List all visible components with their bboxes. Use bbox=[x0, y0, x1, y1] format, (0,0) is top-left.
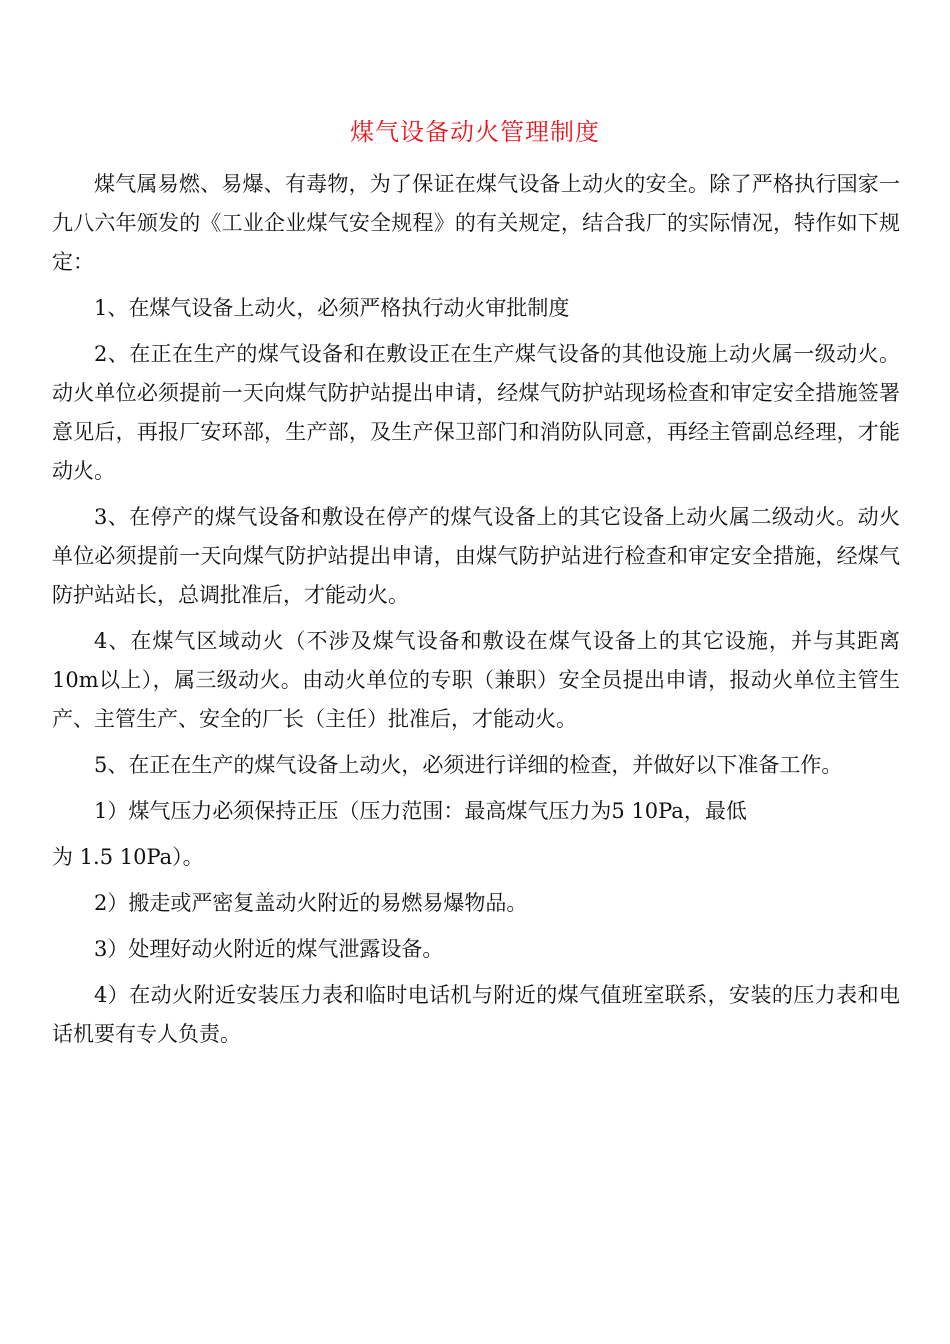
rule-2-paragraph: 2、在正在生产的煤气设备和在敷设正在生产煤气设备的其他设施上动火属一级动火。动火单位必须提前一天向煤气防护站提出申请，经煤气防护站现场检查和审定安全措施签署意见后，再报厂安环部，生产部，及生产保卫部门和消防队同意，再经主管副总经理，才能动火。 bbox=[52, 342, 900, 483]
rule-4-paragraph: 4、在煤气区域动火（不涉及煤气设备和敷设在煤气设备上的其它设施，并与其距离10m以上），属三级动火。由动火单位的专职（兼职）安全员提出申请，报动火单位主管生产、主管生产、安全的厂长（主任）批准后，才能动火。 bbox=[52, 629, 900, 731]
rule-1-paragraph: 1、在煤气设备上动火，必须严格执行动火审批制度 bbox=[94, 296, 570, 320]
sub-item-1-paragraph: 1）煤气压力必须保持正压（压力范围：最高煤气压力为5 10Pa，最低 bbox=[94, 799, 747, 823]
rule-5-paragraph: 5、在正在生产的煤气设备上动火，必须进行详细的检查，并做好以下准备工作。 bbox=[94, 753, 843, 777]
sub-item-1-continuation: 为 1.5 10Pa）。 bbox=[52, 845, 204, 869]
intro-paragraph: 煤气属易燃、易爆、有毒物，为了保证在煤气设备上动火的安全。除了严格执行国家一九八六年颁发的《工业企业煤气安全规程》的有关规定，结合我厂的实际情况，特作如下规定： bbox=[52, 172, 900, 274]
sub-item-4-paragraph: 4）在动火附近安装压力表和临时电话机与附近的煤气值班室联系，安装的压力表和电话机要有专人负责。 bbox=[52, 983, 900, 1046]
document-body bbox=[52, 165, 900, 1061]
sub-item-2-paragraph: 2）搬走或严密复盖动火附近的易燃易爆物品。 bbox=[94, 891, 528, 915]
document-title: 煤气设备动火管理制度 bbox=[350, 118, 600, 146]
sub-item-3-paragraph: 3）处理好动火附近的煤气泄露设备。 bbox=[94, 937, 444, 961]
rule-3-paragraph: 3、在停产的煤气设备和敷设在停产的煤气设备上的其它设备上动火属二级动火。动火单位必须提前一天向煤气防护站提出申请，由煤气防护站进行检查和审定安全措施，经煤气防护站站长，总调批准后，才能动火。 bbox=[52, 505, 900, 607]
